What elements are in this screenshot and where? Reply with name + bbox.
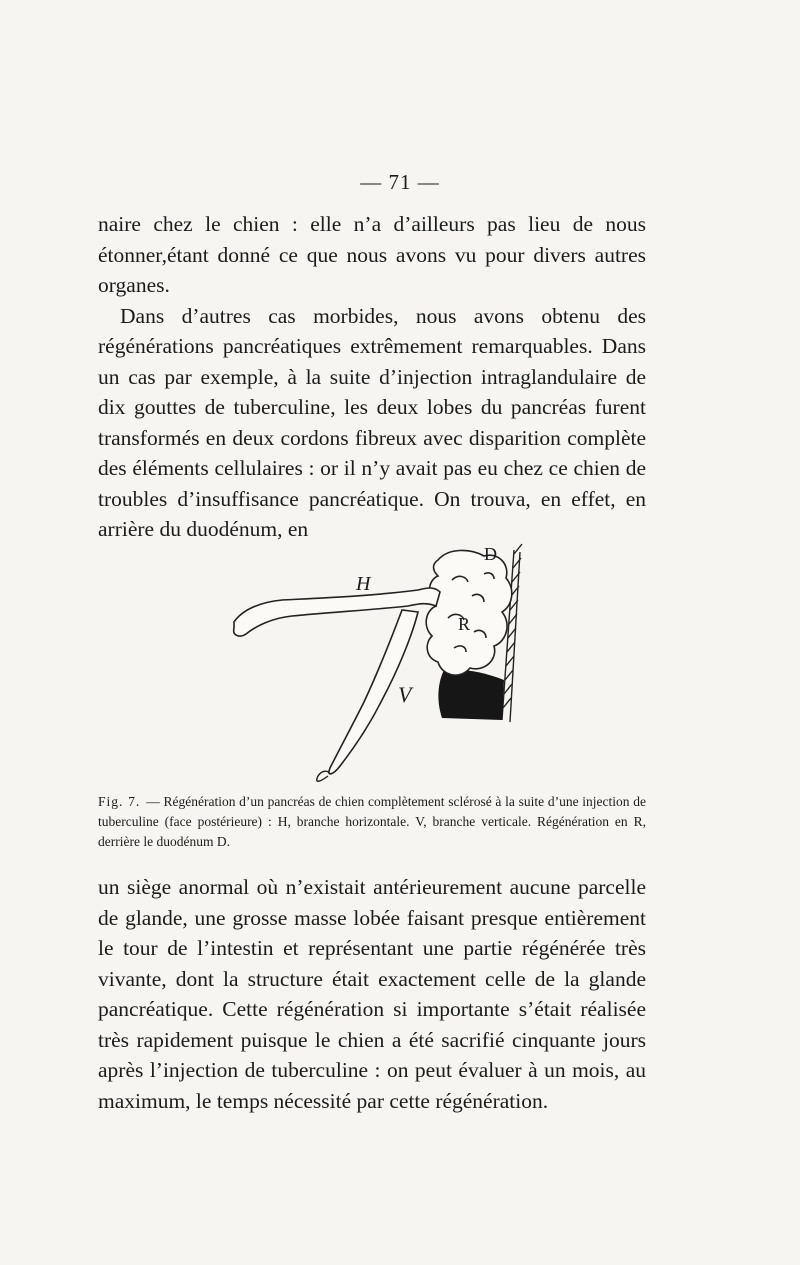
- label-r: R: [458, 614, 471, 634]
- paragraph-regenerations: Dans d’autres cas morbides, nous avons obtenu des régénérations pancréatiques extrêmement remarquables. Dans un cas par exemple, à la suite d’injection intraglandulaire de dix gouttes de tuberculine, les deux lobes du pancréas furent transformés en deux cordons fibreux avec disparition complète des éléments cellulaires : or il n’y avait pas eu chez ce chien de troubles d’insuffisance pancréatique. On trouva, en effet, en arrière du duodénum, en: [98, 303, 646, 541]
- shaded-mass: [438, 669, 504, 720]
- pancreas-illustration: [222, 540, 532, 790]
- lobed-mass: [426, 550, 512, 675]
- paragraph-anormal-site: un siège anormal où n’existait antérieurement aucune parcelle de glande, une grosse masse lobée faisant presque entièrement le tour de l’intestin et représentant une partie régénérée très vivante, dont la structure était exactement celle de la glande pancréatique. Cette régénération si importante s’était réalisée très rapidement puisque le chien a été sacrifié cinquante jours après l’injection de tuberculine : on peut évaluer à un mois, au maximum, le temps nécessité par cette régénération.: [98, 875, 646, 1113]
- text-block-top: [98, 209, 646, 545]
- figure-caption: [98, 792, 646, 852]
- label-d: D: [484, 544, 497, 564]
- figure-pancreas-drawing: [222, 540, 532, 790]
- text-block-bottom: [98, 872, 646, 1116]
- label-v: V: [398, 682, 412, 707]
- caption-fig-label: Fig. 7.: [98, 794, 141, 809]
- label-h: H: [356, 573, 371, 595]
- paragraph-continued: naire chez le chien : elle n’a d’ailleurs pas lieu de nous étonner,étant donné ce que nous avons vu pour divers autres organes.: [98, 212, 646, 297]
- page-number: — 71 —: [360, 170, 440, 194]
- caption-text: — Régénération d’un pancréas de chien complètement sclérosé à la suite d’une injection de tuberculine (face postérieure) : H, branche horizontale. V, branche verticale. Régénération en R, derrière le duodénum D.: [98, 794, 647, 849]
